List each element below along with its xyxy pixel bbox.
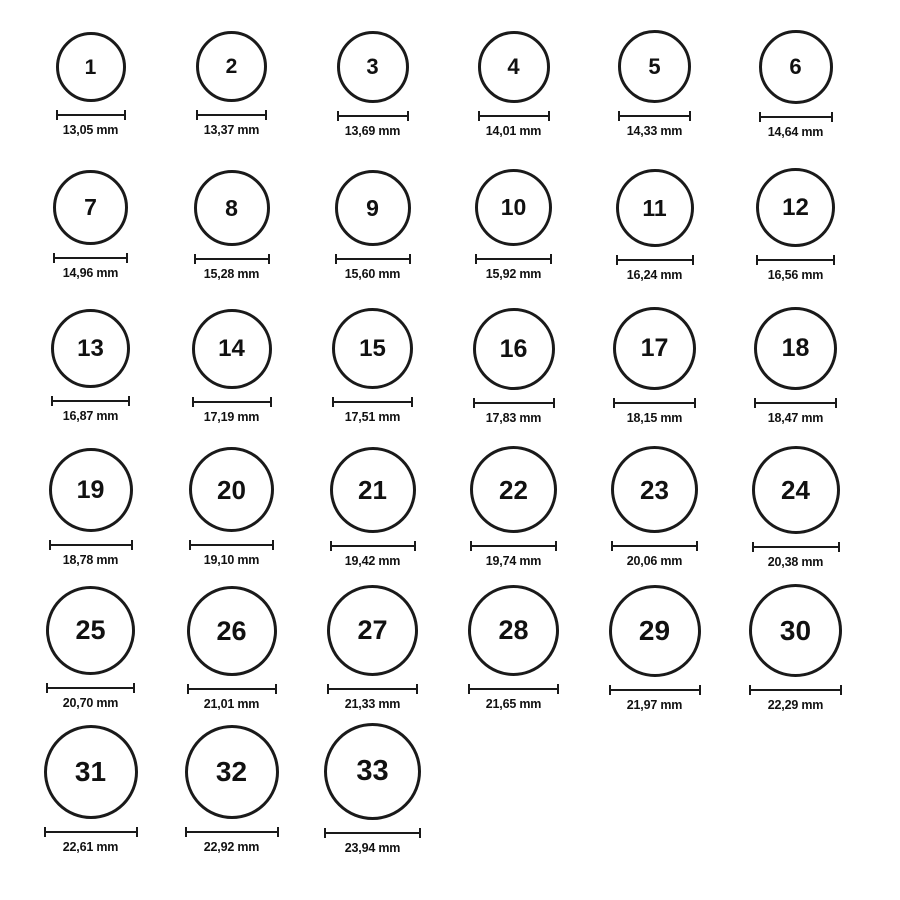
ring-circle (613, 307, 696, 390)
ring-circle (468, 585, 559, 676)
measure-tick-left-icon (192, 397, 194, 407)
diameter-measure-bar (51, 395, 130, 406)
ring-size-number: 16 (499, 334, 528, 363)
measure-tick-left-icon (754, 398, 756, 408)
ring-circle (327, 585, 418, 676)
ring-circle (609, 585, 701, 677)
ring-circle (49, 448, 133, 532)
ring-size-number: 7 (84, 194, 97, 220)
diameter-label: 14,01 mm (485, 124, 542, 138)
ring-size-cell[interactable] (443, 441, 584, 568)
ring-size-number: 5 (648, 53, 661, 79)
diameter-label: 20,70 mm (62, 696, 119, 710)
ring-size-cell[interactable] (725, 441, 866, 569)
diameter-measure-bar (475, 253, 552, 264)
measure-tick-right-icon (553, 398, 555, 408)
diameter-measure-bar (49, 539, 133, 550)
diameter-measure-bar (613, 397, 696, 408)
ring-circle (611, 446, 698, 533)
measure-tick-left-icon (473, 398, 475, 408)
diameter-measure-bar (335, 253, 411, 264)
measure-tick-right-icon (557, 684, 559, 694)
ring-size-cell[interactable] (584, 18, 725, 138)
diameter-measure-bar (337, 110, 409, 121)
ring-circle (185, 725, 279, 819)
ring-size-number: 12 (782, 193, 809, 221)
ring-size-cell[interactable] (725, 300, 866, 425)
measure-tick-left-icon (51, 396, 53, 406)
measure-tick-right-icon (275, 684, 277, 694)
measure-tick-left-icon (187, 684, 189, 694)
diameter-label: 17,83 mm (485, 411, 542, 425)
diameter-measure-bar (330, 540, 416, 551)
ring-size-number: 11 (642, 194, 667, 221)
ring-size-number: 22 (499, 474, 528, 505)
ring-row (20, 441, 880, 582)
ring-size-number: 14 (218, 335, 245, 362)
ring-circle (473, 308, 555, 390)
diameter-label: 21,65 mm (485, 697, 542, 711)
diameter-label: 22,92 mm (203, 840, 260, 854)
diameter-measure-bar (327, 683, 418, 694)
measure-tick-right-icon (277, 827, 279, 837)
diameter-measure-bar (616, 254, 694, 265)
ring-size-number: 17 (640, 334, 669, 362)
ring-size-cell[interactable] (302, 300, 443, 424)
ring-size-cell[interactable] (584, 159, 725, 282)
ring-size-number: 20 (217, 474, 246, 505)
ring-circle (46, 586, 135, 675)
measure-tick-right-icon (555, 541, 557, 551)
measure-tick-right-icon (136, 827, 138, 837)
measure-tick-left-icon (616, 255, 618, 265)
ring-circle (337, 31, 409, 103)
measure-tick-right-icon (416, 684, 418, 694)
diameter-label: 21,97 mm (626, 698, 683, 712)
diameter-measure-bar (196, 109, 267, 120)
diameter-measure-bar (749, 684, 842, 695)
measure-tick-left-icon (749, 685, 751, 695)
ring-size-number: 33 (356, 755, 389, 787)
measure-tick-right-icon (699, 685, 701, 695)
diameter-label: 14,33 mm (626, 124, 683, 138)
diameter-measure-bar (187, 683, 277, 694)
ring-size-cell[interactable] (161, 18, 302, 137)
measure-tick-right-icon (126, 253, 128, 263)
ring-circle (752, 446, 840, 534)
ring-size-cell[interactable] (584, 441, 725, 568)
diameter-measure-bar (759, 111, 833, 122)
ring-size-cell[interactable] (725, 582, 866, 712)
ring-circle (754, 307, 837, 390)
diameter-measure-bar (192, 396, 272, 407)
ring-circle (335, 170, 411, 246)
measure-tick-right-icon (419, 828, 421, 838)
diameter-label: 15,92 mm (485, 267, 542, 281)
ring-circle (759, 30, 833, 104)
ring-circle (330, 447, 416, 533)
measure-tick-left-icon (56, 110, 58, 120)
measure-tick-right-icon (272, 540, 274, 550)
measure-tick-left-icon (752, 542, 754, 552)
measure-tick-right-icon (409, 254, 411, 264)
diameter-measure-bar (756, 254, 835, 265)
ring-size-cell[interactable] (20, 441, 161, 567)
ring-size-number: 3 (366, 54, 379, 79)
measure-tick-left-icon (327, 684, 329, 694)
ring-size-number: 31 (74, 756, 107, 787)
ring-row (20, 582, 880, 723)
ring-circle (616, 169, 694, 247)
ring-circle (475, 169, 552, 246)
ring-size-number: 1 (84, 55, 97, 79)
ring-size-number: 18 (781, 334, 810, 362)
measure-tick-right-icon (124, 110, 126, 120)
measure-tick-right-icon (838, 542, 840, 552)
diameter-measure-bar (473, 397, 555, 408)
ring-size-cell[interactable] (20, 723, 161, 854)
diameter-measure-bar (478, 110, 550, 121)
ring-circle (324, 723, 421, 820)
measure-tick-left-icon (196, 110, 198, 120)
ring-circle (53, 170, 128, 245)
diameter-label: 13,69 mm (344, 124, 401, 138)
ring-size-cell[interactable] (302, 159, 443, 281)
ring-size-cell[interactable] (584, 300, 725, 425)
measure-tick-right-icon (548, 111, 550, 121)
diameter-measure-bar (470, 540, 557, 551)
ring-size-cell[interactable] (161, 723, 302, 854)
ring-size-cell[interactable] (584, 582, 725, 712)
ring-size-number: 10 (500, 194, 527, 220)
measure-tick-left-icon (337, 111, 339, 121)
ring-size-number: 13 (77, 334, 104, 362)
diameter-label: 15,28 mm (203, 267, 260, 281)
diameter-label: 19,74 mm (485, 554, 542, 568)
measure-tick-left-icon (44, 827, 46, 837)
diameter-measure-bar (44, 826, 138, 837)
measure-tick-left-icon (335, 254, 337, 264)
ring-circle (332, 308, 413, 389)
ring-size-cell[interactable] (20, 582, 161, 710)
diameter-label: 13,37 mm (203, 123, 260, 137)
ring-circle (618, 30, 691, 103)
diameter-measure-bar (618, 110, 691, 121)
measure-tick-right-icon (550, 254, 552, 264)
diameter-measure-bar (609, 684, 701, 695)
measure-tick-right-icon (833, 255, 835, 265)
ring-circle (749, 584, 842, 677)
ring-size-cell[interactable] (302, 18, 443, 138)
measure-tick-right-icon (696, 541, 698, 551)
measure-tick-left-icon (468, 684, 470, 694)
ring-circle (756, 168, 835, 247)
ring-size-number: 21 (358, 475, 387, 505)
measure-tick-right-icon (270, 397, 272, 407)
measure-tick-left-icon (613, 398, 615, 408)
ring-size-number: 29 (638, 615, 671, 646)
measure-tick-left-icon (194, 254, 196, 264)
ring-size-number: 9 (366, 194, 379, 221)
diameter-label: 14,64 mm (767, 125, 824, 139)
diameter-measure-bar (611, 540, 698, 551)
measure-tick-right-icon (840, 685, 842, 695)
measure-tick-right-icon (831, 112, 833, 122)
diameter-label: 17,19 mm (203, 410, 260, 424)
ring-circle (189, 447, 274, 532)
diameter-measure-bar (185, 826, 279, 837)
diameter-measure-bar (46, 682, 135, 693)
measure-tick-right-icon (131, 540, 133, 550)
ring-size-number: 30 (779, 614, 812, 646)
measure-tick-left-icon (618, 111, 620, 121)
diameter-label: 19,42 mm (344, 554, 401, 568)
ring-circle (192, 309, 272, 389)
ring-circle (470, 446, 557, 533)
ring-size-number: 4 (507, 54, 520, 79)
measure-tick-left-icon (470, 541, 472, 551)
measure-tick-left-icon (49, 540, 51, 550)
ring-size-cell[interactable] (302, 723, 443, 855)
ring-size-number: 24 (781, 475, 810, 505)
ring-size-number: 15 (359, 334, 386, 362)
ring-circle (51, 309, 130, 388)
diameter-measure-bar (468, 683, 559, 694)
measure-tick-left-icon (189, 540, 191, 550)
measure-tick-left-icon (324, 828, 326, 838)
ring-size-number: 27 (357, 615, 388, 645)
diameter-measure-bar (332, 396, 413, 407)
ring-size-cell[interactable] (302, 441, 443, 568)
ring-size-cell[interactable] (443, 300, 584, 425)
diameter-label: 16,24 mm (626, 268, 683, 282)
ring-size-number: 2 (225, 55, 238, 78)
diameter-label: 20,38 mm (767, 555, 824, 569)
diameter-measure-bar (754, 397, 837, 408)
diameter-label: 16,87 mm (62, 409, 119, 423)
measure-tick-left-icon (332, 397, 334, 407)
ring-size-cell[interactable] (725, 18, 866, 139)
measure-tick-left-icon (475, 254, 477, 264)
measure-tick-left-icon (478, 111, 480, 121)
measure-tick-right-icon (692, 255, 694, 265)
measure-tick-right-icon (268, 254, 270, 264)
measure-tick-left-icon (756, 255, 758, 265)
ring-size-cell[interactable] (20, 300, 161, 423)
ring-row (20, 300, 880, 441)
diameter-label: 17,51 mm (344, 410, 401, 424)
diameter-label: 19,10 mm (203, 553, 260, 567)
measure-tick-left-icon (53, 253, 55, 263)
diameter-label: 21,01 mm (203, 697, 260, 711)
ring-size-cell[interactable] (725, 159, 866, 282)
ring-size-cell[interactable] (161, 582, 302, 711)
ring-size-number: 19 (76, 475, 105, 504)
diameter-label: 20,06 mm (626, 554, 683, 568)
measure-tick-right-icon (411, 397, 413, 407)
diameter-label: 18,47 mm (767, 411, 824, 425)
ring-circle (196, 31, 267, 102)
diameter-measure-bar (752, 541, 840, 552)
diameter-label: 18,78 mm (62, 553, 119, 567)
diameter-label: 22,61 mm (62, 840, 119, 854)
diameter-label: 21,33 mm (344, 697, 401, 711)
ring-size-cell[interactable] (443, 582, 584, 711)
ring-circle (56, 32, 126, 102)
diameter-measure-bar (56, 109, 126, 120)
ring-circle (44, 725, 138, 819)
ring-row (20, 723, 880, 864)
ring-size-cell[interactable] (20, 159, 161, 280)
measure-tick-right-icon (689, 111, 691, 121)
measure-tick-left-icon (185, 827, 187, 837)
ring-circle (187, 586, 277, 676)
ring-size-cell[interactable] (161, 300, 302, 424)
measure-tick-right-icon (835, 398, 837, 408)
diameter-measure-bar (324, 827, 421, 838)
measure-tick-left-icon (330, 541, 332, 551)
ring-size-number: 8 (225, 194, 238, 221)
ring-size-cell[interactable] (20, 18, 161, 137)
ring-size-cell[interactable] (302, 582, 443, 711)
measure-tick-left-icon (611, 541, 613, 551)
diameter-measure-bar (189, 539, 274, 550)
ring-circle (478, 31, 550, 103)
measure-tick-left-icon (759, 112, 761, 122)
diameter-label: 18,15 mm (626, 411, 683, 425)
ring-size-number: 6 (789, 54, 802, 79)
ring-row (20, 18, 880, 159)
measure-tick-right-icon (128, 396, 130, 406)
diameter-label: 16,56 mm (767, 268, 824, 282)
diameter-label: 22,29 mm (767, 698, 824, 712)
ring-circle (194, 170, 270, 246)
measure-tick-right-icon (133, 683, 135, 693)
measure-tick-right-icon (265, 110, 267, 120)
ring-size-number: 32 (215, 756, 248, 787)
ring-size-number: 23 (640, 474, 669, 505)
measure-tick-left-icon (46, 683, 48, 693)
diameter-label: 13,05 mm (62, 123, 119, 137)
ring-size-cell[interactable] (443, 18, 584, 138)
measure-tick-right-icon (407, 111, 409, 121)
ring-size-cell[interactable] (161, 441, 302, 567)
ring-size-cell[interactable] (443, 159, 584, 281)
diameter-measure-bar (194, 253, 270, 264)
ring-size-cell[interactable] (161, 159, 302, 281)
ring-size-number: 25 (75, 615, 106, 645)
ring-row (20, 159, 880, 300)
diameter-label: 23,94 mm (344, 841, 401, 855)
measure-tick-left-icon (609, 685, 611, 695)
diameter-label: 15,60 mm (344, 267, 401, 281)
diameter-label: 14,96 mm (62, 266, 119, 280)
diameter-measure-bar (53, 252, 128, 263)
ring-size-number: 28 (498, 615, 529, 645)
measure-tick-right-icon (694, 398, 696, 408)
measure-tick-right-icon (414, 541, 416, 551)
ring-size-number: 26 (216, 615, 247, 646)
